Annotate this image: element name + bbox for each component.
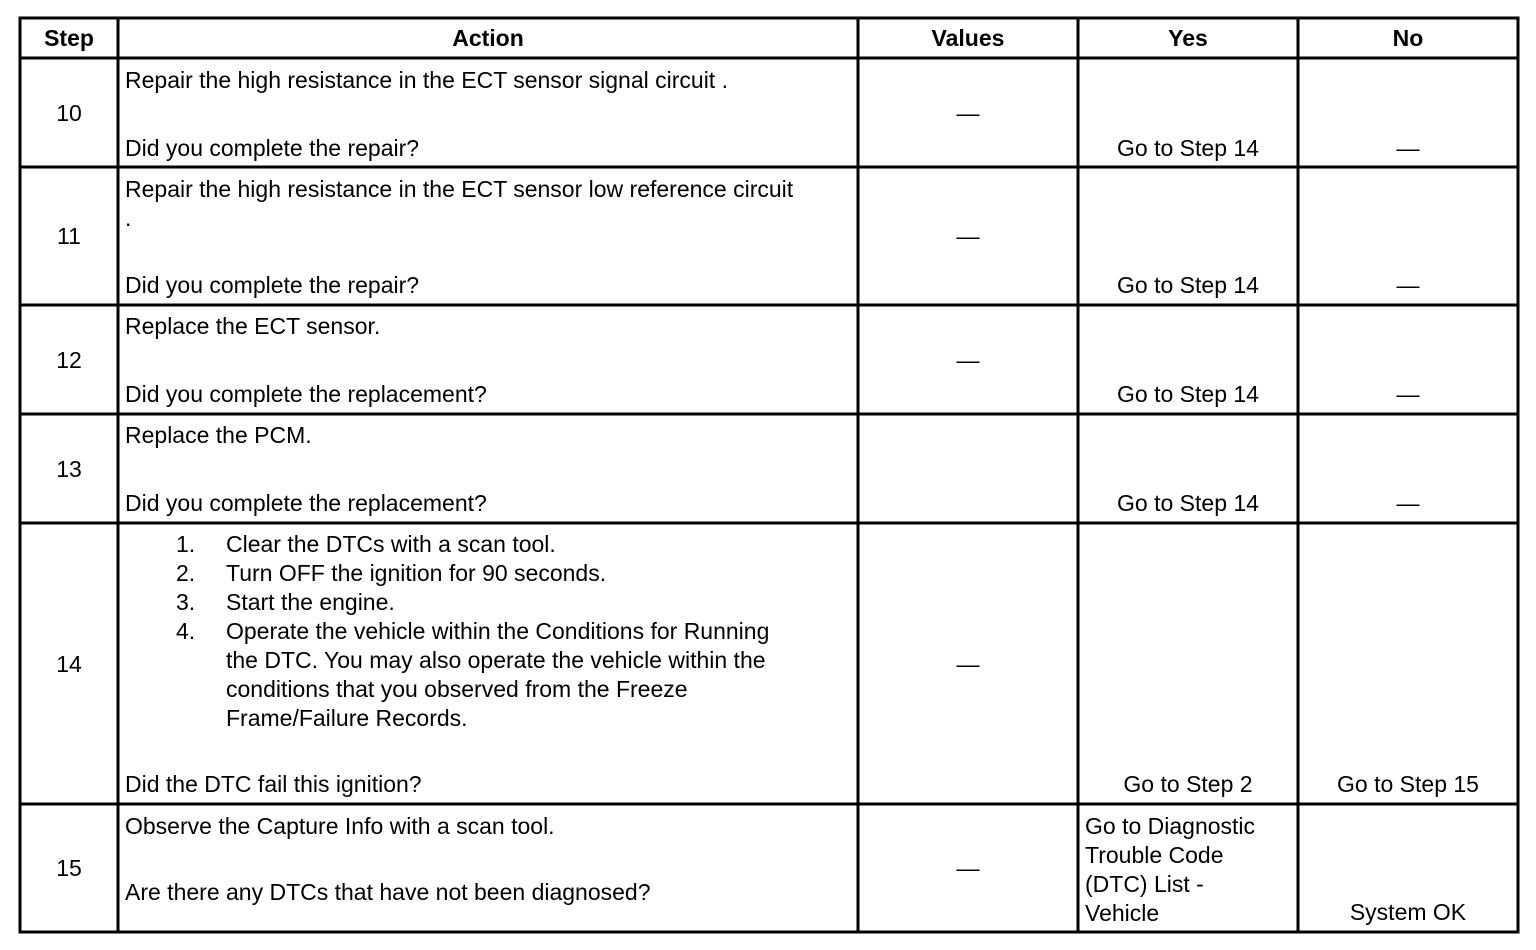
header-action: Action [452, 25, 524, 51]
row-14-list [125, 530, 855, 733]
header-no: No [1392, 25, 1424, 51]
row-15-question: Are there any DTCs that have not been diagnosed? [125, 879, 651, 905]
row-14-step: 14 [56, 651, 82, 677]
row-11-question: Did you complete the repair? [125, 272, 420, 298]
list-item-text: Turn OFF the ignition for 90 seconds. [226, 560, 607, 586]
row-15-action: Observe the Capture Info with a scan tool. [125, 813, 555, 839]
row-10-action: Repair the high resistance in the ECT sensor signal circuit . [125, 67, 728, 93]
list-item-text: Start the engine. [226, 589, 395, 615]
row-15-yes: Go to Diagnostic Trouble Code (DTC) List - Vehicle [1085, 813, 1256, 926]
list-item-number: 4. [176, 618, 196, 644]
row-11-no: — [1396, 272, 1420, 298]
row-15-values: — [956, 855, 980, 881]
row-14-yes: Go to Step 2 [1123, 771, 1253, 797]
row-15-no: System OK [1349, 899, 1467, 925]
header-step: Step [44, 25, 94, 51]
list-item [125, 559, 855, 588]
row-15-step: 15 [56, 855, 82, 881]
list-item-text: Operate the vehicle within the Conditions for Running the DTC. You may also operate the vehicle within the conditions that you observed from the Freeze Frame/Failure Records. [226, 618, 770, 731]
list-item-number: 3. [176, 589, 196, 615]
list-item [125, 617, 855, 733]
list-item-text: Clear the DTCs with a scan tool. [226, 531, 556, 557]
row-12-step: 12 [56, 347, 82, 373]
row-10-yes: Go to Step 14 [1117, 135, 1259, 161]
row-13-step: 13 [56, 456, 82, 482]
row-12-no: — [1396, 381, 1420, 407]
row-10-values: — [956, 100, 980, 126]
row-12-question: Did you complete the replacement? [125, 381, 487, 407]
row-10-step: 10 [56, 100, 82, 126]
row-13-yes: Go to Step 14 [1117, 490, 1259, 516]
row-13-no: — [1396, 490, 1420, 516]
row-12-values: — [956, 347, 980, 373]
row-11-action-cont: . [125, 205, 132, 231]
row-11-values: — [956, 223, 980, 249]
list-item [125, 588, 855, 617]
row-13-action: Replace the PCM. [125, 422, 312, 448]
row-12-action: Replace the ECT sensor. [125, 313, 381, 339]
row-11-action: Repair the high resistance in the ECT sensor low reference circuit [125, 176, 794, 202]
row-11-step: 11 [57, 223, 81, 249]
row-14-no: Go to Step 15 [1337, 771, 1479, 797]
list-item-number: 1. [176, 531, 196, 557]
header-yes: Yes [1168, 25, 1208, 51]
row-14-question: Did the DTC fail this ignition? [125, 771, 422, 797]
list-item-number: 2. [176, 560, 196, 586]
row-11-yes: Go to Step 14 [1117, 272, 1259, 298]
list-item [125, 530, 855, 559]
row-13-question: Did you complete the replacement? [125, 490, 487, 516]
row-12-yes: Go to Step 14 [1117, 381, 1259, 407]
row-10-no: — [1396, 135, 1420, 161]
header-values: Values [931, 25, 1005, 51]
row-10-question: Did you complete the repair? [125, 135, 420, 161]
row-14-values: — [956, 651, 980, 677]
